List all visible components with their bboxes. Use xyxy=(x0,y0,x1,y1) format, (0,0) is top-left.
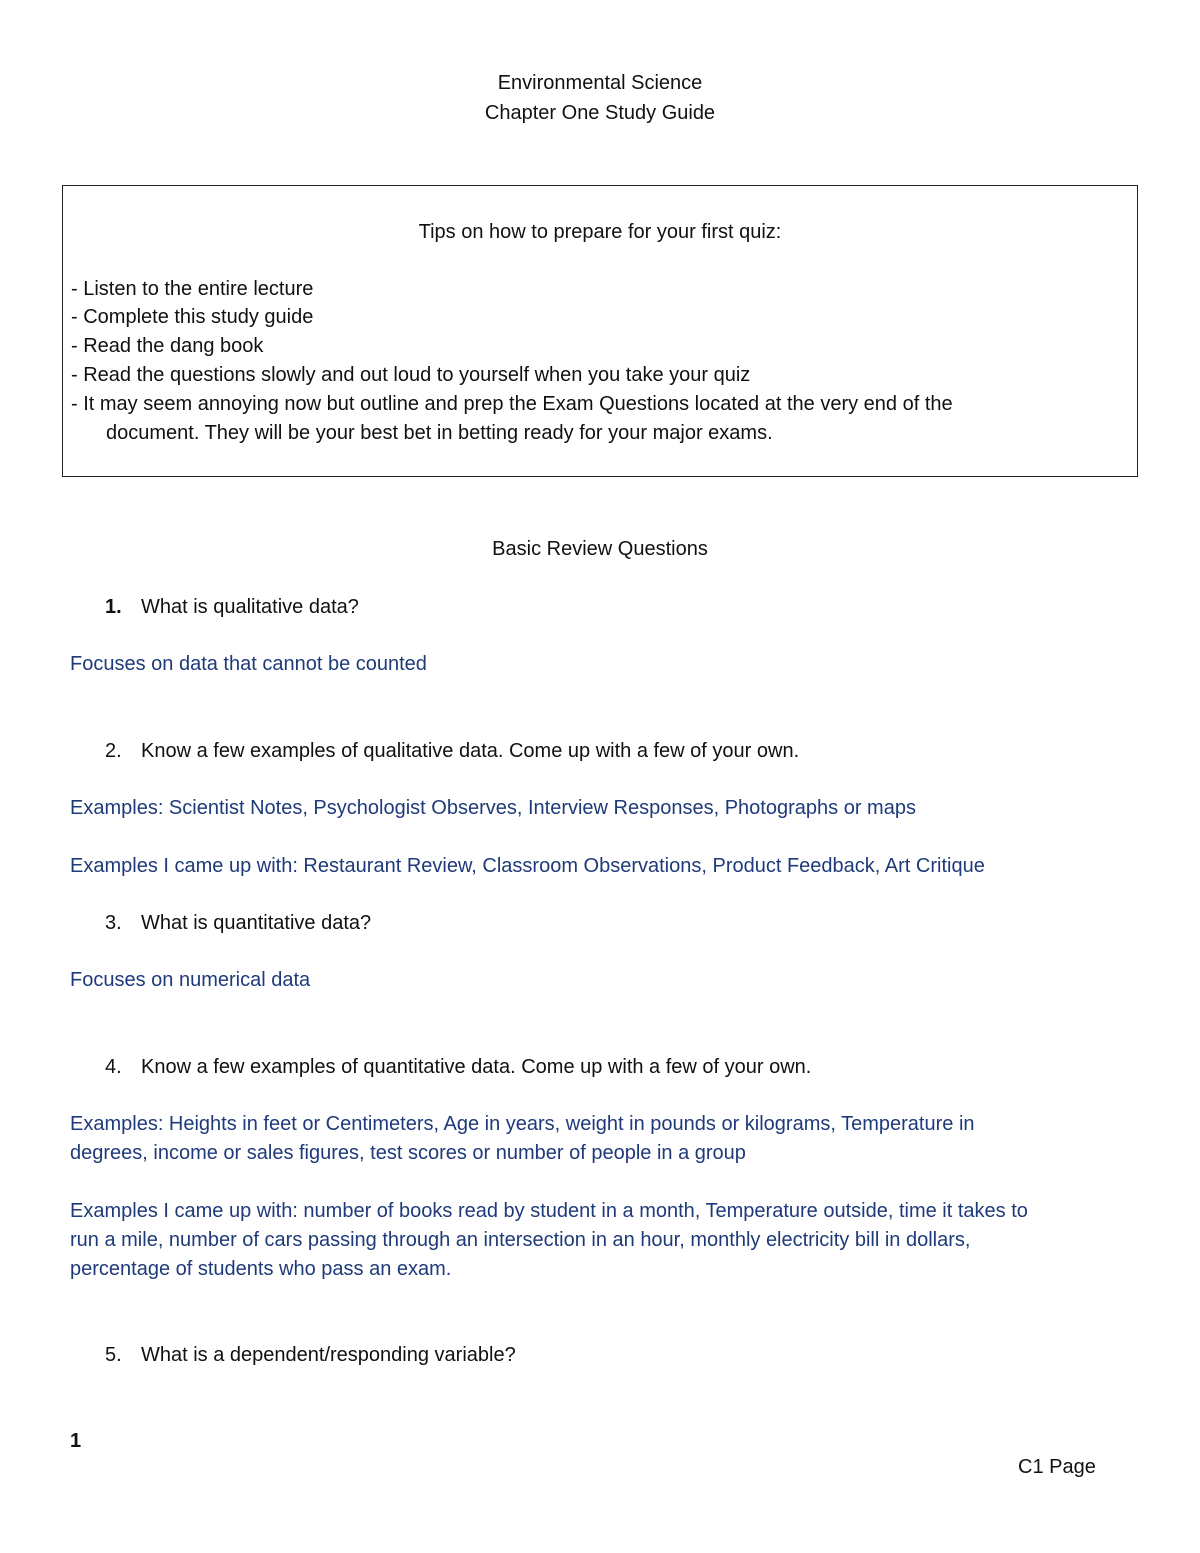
tip-item: - Listen to the entire lecture xyxy=(71,278,314,300)
answer-text: percentage of students who pass an exam. xyxy=(70,1258,452,1280)
answer-text: degrees, income or sales figures, test scores or number of people in a group xyxy=(70,1142,746,1164)
question-text: What is qualitative data? xyxy=(141,596,359,618)
page-label xyxy=(1018,1456,1096,1479)
tip-item: - Read the dang book xyxy=(71,335,264,357)
section-heading: Basic Review Questions xyxy=(492,538,708,560)
question-text: What is quantitative data? xyxy=(141,912,372,934)
page-label-prefix: C1 xyxy=(1018,1456,1044,1478)
page-label-suffix: Page xyxy=(1043,1456,1096,1478)
question-number: 4. xyxy=(105,1056,122,1078)
answer-text: Focuses on numerical data xyxy=(70,969,311,991)
tip-item: - It may seem annoying now but outline and prep the Exam Questions located at the very end of the xyxy=(71,393,953,415)
question-number: 5. xyxy=(105,1344,122,1366)
question-text: Know a few examples of qualitative data. Come up with a few of your own. xyxy=(141,740,800,762)
question-number: 2. xyxy=(105,740,122,762)
answer-text: Examples: Heights in feet or Centimeters, Age in years, weight in pounds or kilograms, Temperature in xyxy=(70,1113,975,1135)
answer-text: run a mile, number of cars passing through an intersection in an hour, monthly electricity bill in dollars, xyxy=(70,1229,971,1251)
question-text: Know a few examples of quantitative data. Come up with a few of your own. xyxy=(141,1056,812,1078)
tip-item: - Read the questions slowly and out loud to yourself when you take your quiz xyxy=(71,364,751,386)
tip-item-continued: document. They will be your best bet in betting ready for your major exams. xyxy=(106,422,773,444)
document-title: Environmental Science xyxy=(497,72,703,94)
answer-text: Examples I came up with: Restaurant Review, Classroom Observations, Product Feedback, Art Critique xyxy=(70,855,985,877)
tip-item: - Complete this study guide xyxy=(71,306,314,328)
page-number: 1 xyxy=(70,1430,82,1452)
question-text: What is a dependent/responding variable? xyxy=(141,1344,516,1366)
document-subtitle: Chapter One Study Guide xyxy=(484,102,716,124)
question-number: 3. xyxy=(105,912,122,934)
answer-text: Focuses on data that cannot be counted xyxy=(70,653,427,675)
answer-text: Examples I came up with: number of books read by student in a month, Temperature outside, time it takes to xyxy=(70,1200,1028,1222)
answer-text: Examples: Scientist Notes, Psychologist Observes, Interview Responses, Photographs or maps xyxy=(70,797,916,819)
tips-heading: Tips on how to prepare for your first quiz: xyxy=(418,221,782,243)
question-number: 1. xyxy=(105,596,122,618)
